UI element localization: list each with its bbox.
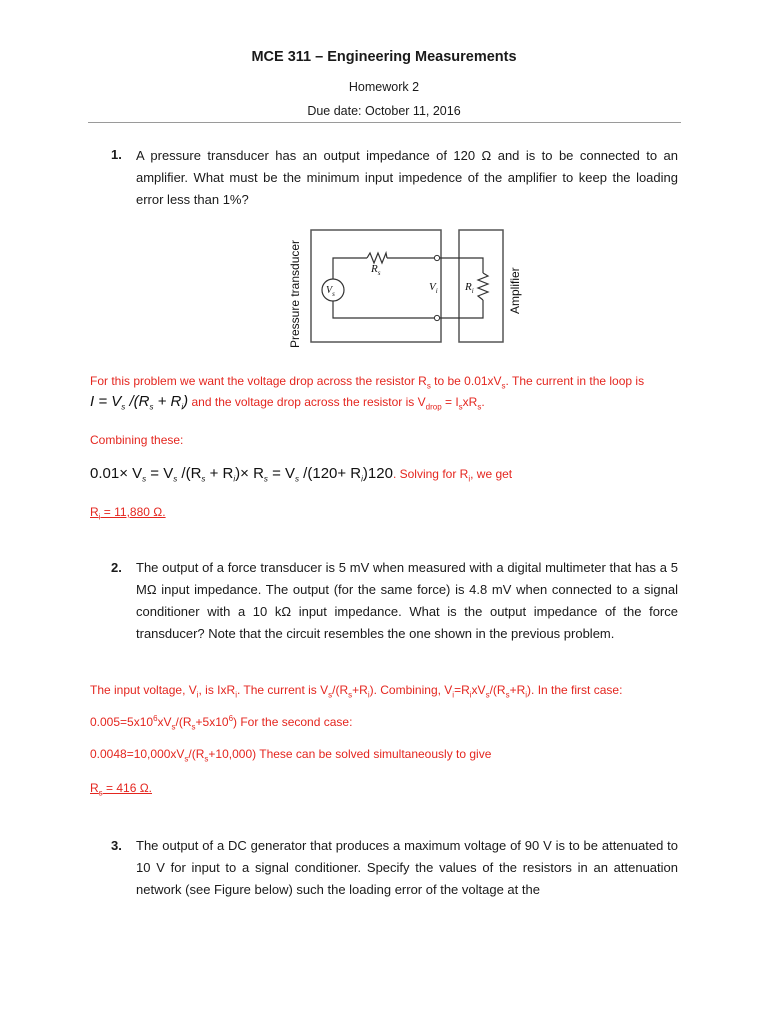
q1-combining-label: Combining these: <box>90 433 184 447</box>
document-title: MCE 311 – Engineering Measurements <box>251 49 517 65</box>
question-2-text: The output of a force transducer is 5 mV when measured with a digital multimeter that has a 5 MΩ input impedance. The output (for the same force) is 4.8 mV when connected to a signal conditioner with a 10 kΩ input impedance. What is the output impedance of the force transducer? Note that the circuit resembles the one shown in the previous problem. <box>136 560 678 641</box>
q2-solution-line-2: $0.005=5x10^6xV_s/(R_s+5x10^6)$ For the second case: <box>90 714 353 732</box>
question-3-number: 3. <box>111 838 122 853</box>
q1-solution-line-2: $I = V_s$ $/(R_s + R_i)$ and the voltage drop across the resistor is $V_{drop} = I_sxR_s$. <box>90 393 485 412</box>
q1-solution-line-1: For this problem we want the voltage drop across the resistor $R_s$ to be $0.01xV_s$. The current in the loop is <box>90 374 645 391</box>
svg-text:Vs: $V_s$ <box>326 285 335 298</box>
q2-solution-line-1: The input voltage, $V_i$, is IxR$_i$. The current is $V_s/(R_s+R_i)$. Combining, $V_i=R_ixV_s/(R_s+R_i)$. In the first case: <box>90 683 623 700</box>
q1-equation: $0.01\times V_s = V_s$ $/(R_s + R_i)\times R_s = V_s$ $/(120+ R_i)120$. Solving for $R_i$, we get <box>90 465 513 484</box>
header-divider <box>88 122 681 123</box>
svg-text:Ri: $R_i$ <box>465 281 474 295</box>
svg-text:Vi: $V_i$ <box>429 281 438 295</box>
circuit-diagram <box>287 218 533 354</box>
question-1-text: A pressure transducer has an output impedance of 120 Ω and is to be connected to an amplifier. What must be the minimum input impedence of the amplifier to keep the loading error less than 1%? <box>136 148 678 207</box>
question-2-number: 2. <box>111 560 122 575</box>
q2-solution-line-3: $0.0048=10,000xV_s/(R_s+10,000)$ These can be solved simultaneously to give <box>90 747 492 764</box>
q2-answer: $R_s = 416$ Ω. <box>90 781 153 798</box>
question-3-text: The output of a DC generator that produces a maximum voltage of 90 V is to be attenuated to 10 V for input to a signal conditioner. Specify the values of the resistors in an attenuation network (see Figure below) such the loading error of the voltage at the <box>136 838 678 897</box>
question-1-number: 1. <box>111 147 122 162</box>
q1-answer: $R_i = 11,880$ Ω. <box>90 505 166 522</box>
diagram-label-amplifier: Amplifier <box>508 267 522 314</box>
homework-label: Homework 2 <box>348 80 420 94</box>
due-date: Due date: October 11, 2016 <box>307 104 461 118</box>
svg-text:Rs: $R_s$ <box>371 263 381 277</box>
diagram-label-pressure-transducer: Pressure transducer <box>288 239 302 348</box>
